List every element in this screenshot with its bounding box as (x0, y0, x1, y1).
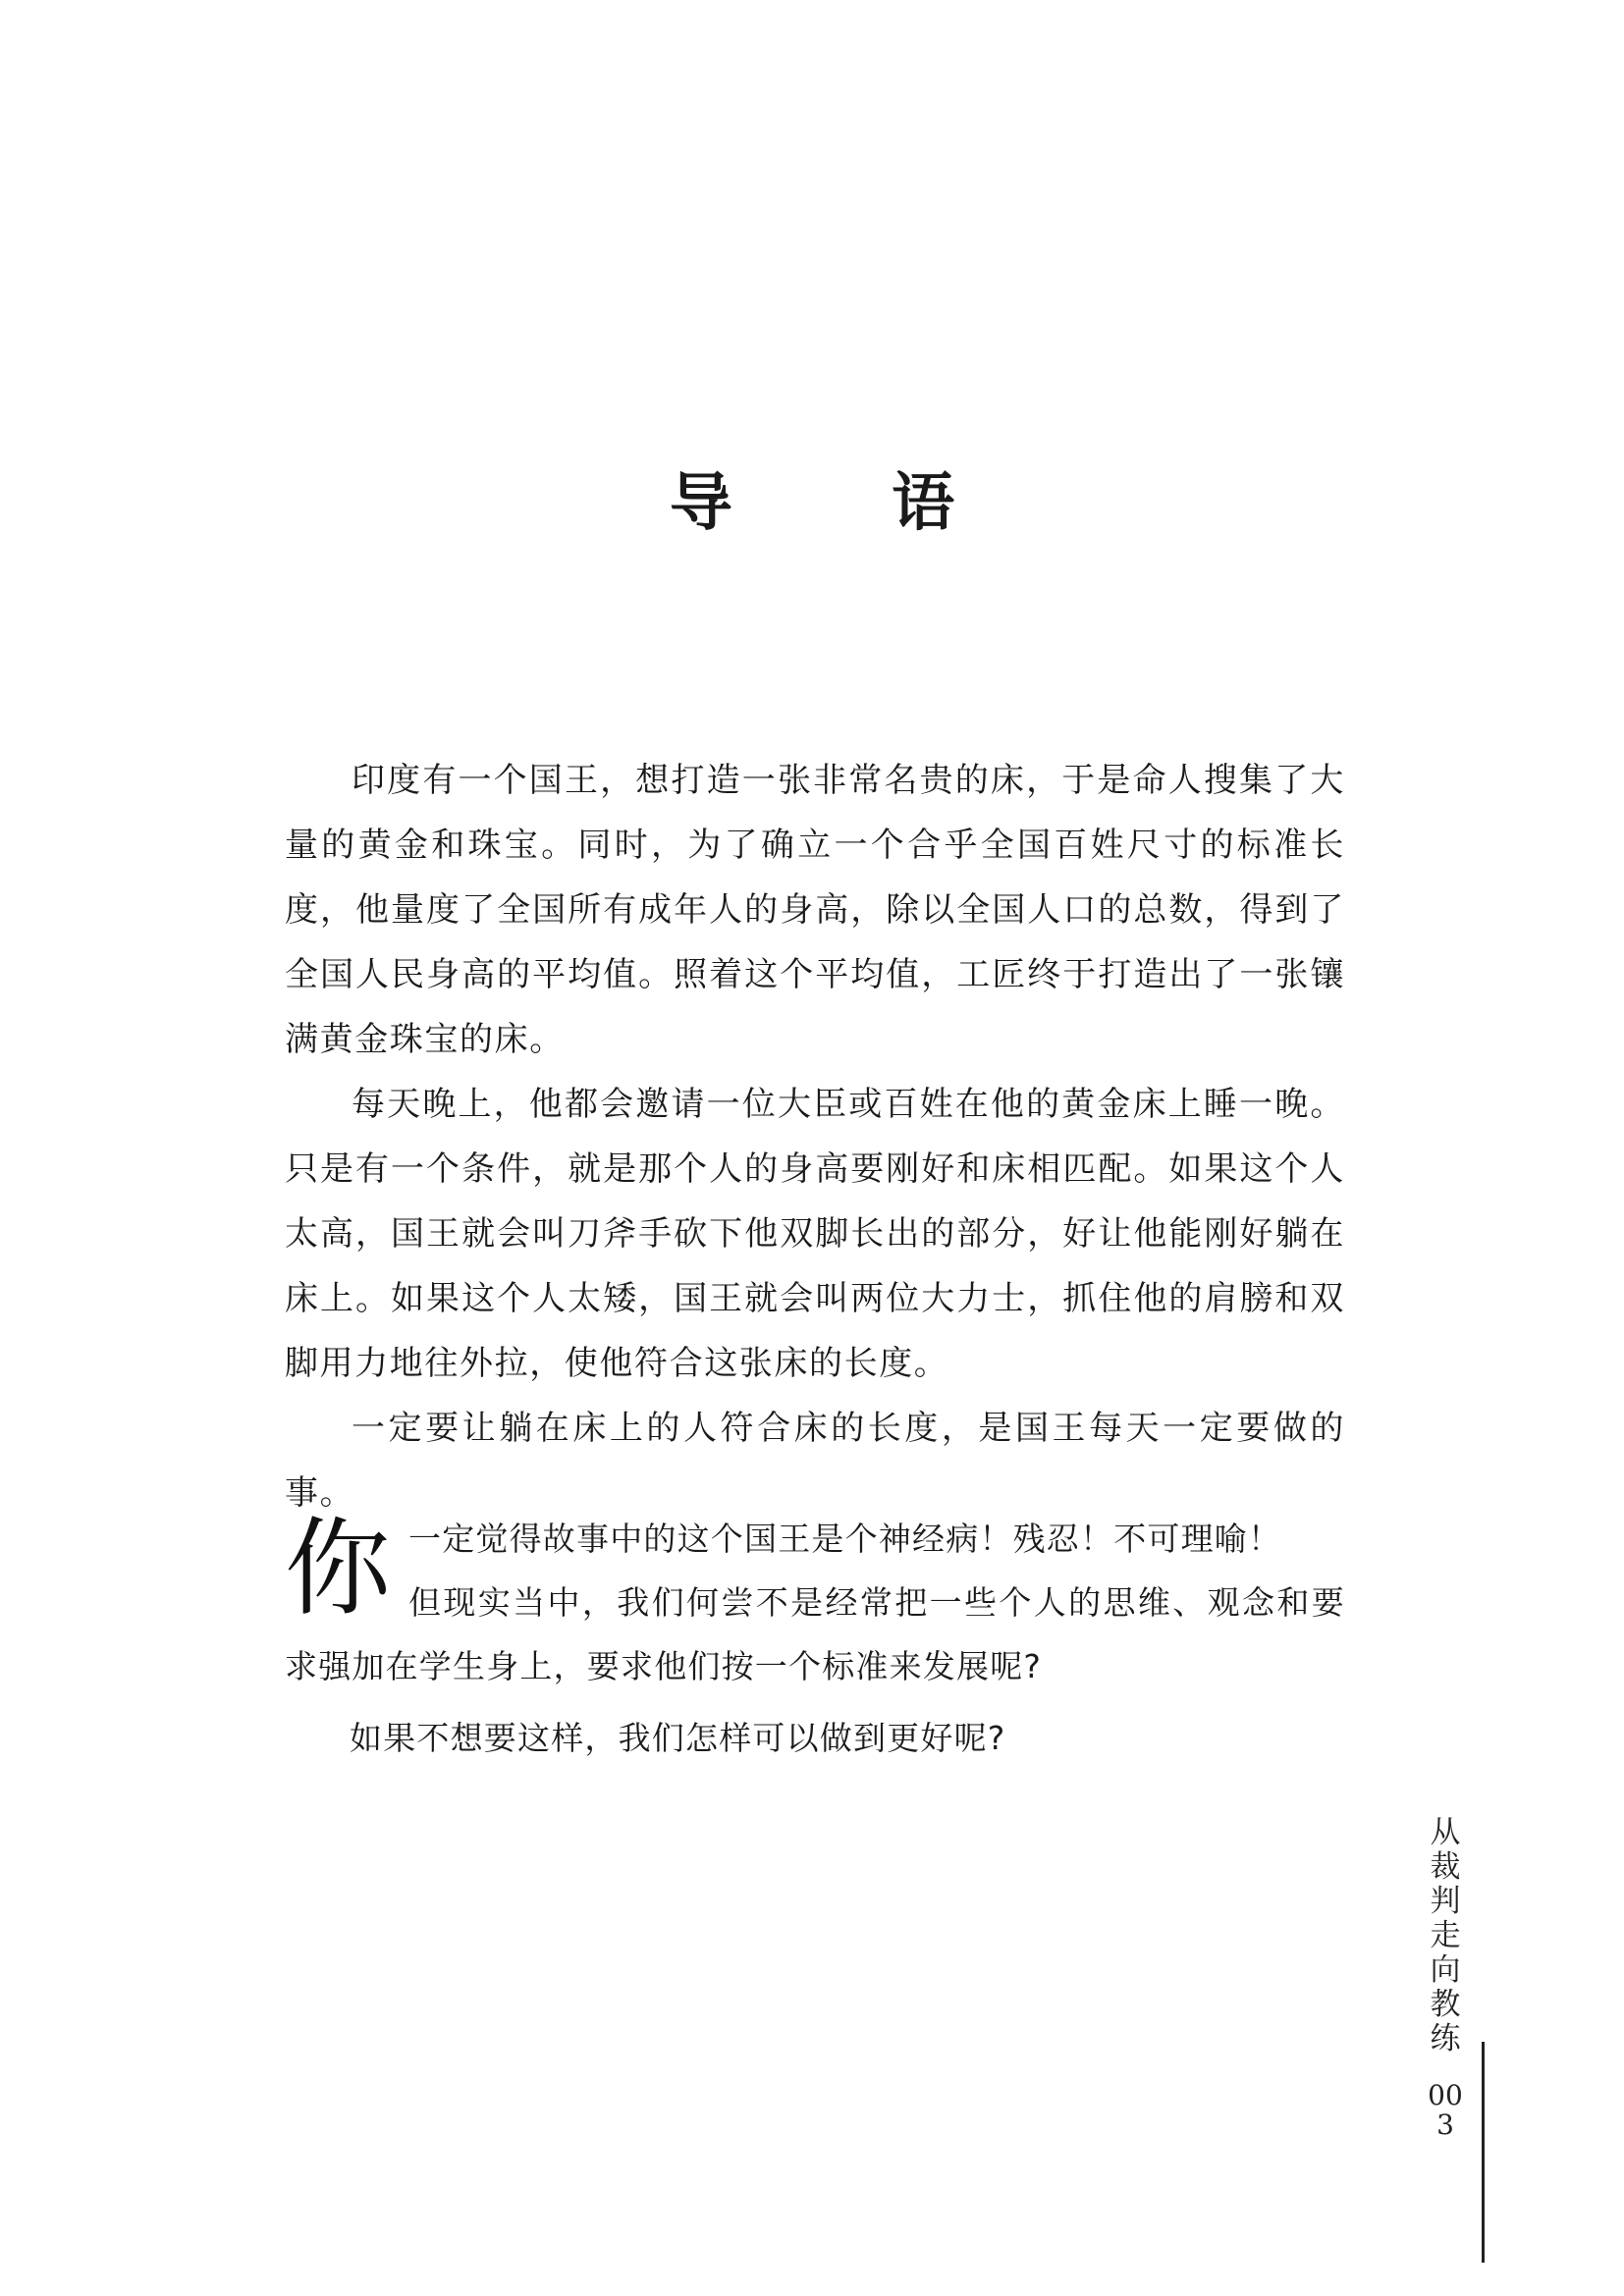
reflection-closing-question: 如果不想要这样，我们怎样可以做到更好呢? (350, 1719, 1006, 1757)
reflection-lead-line: 一定觉得故事中的这个国王是个神经病！残忍！不可理喻！ (408, 1520, 1282, 1558)
running-book-title: 从裁判走向教练 (1430, 1815, 1461, 2056)
folio-rule (1482, 2042, 1485, 2263)
story-paragraph-3: 一定要让躺在床上的人符合床的长度，是国王每天一定要做的事。 (285, 1409, 1345, 1513)
reflection-lead-paragraph (285, 1507, 1345, 1698)
reflection-lead-rest: 但现实当中，我们何尝不是经常把一些个人的思维、观念和要求强加在学生身上，要求他们按一个标准来发展呢? (285, 1583, 1345, 1685)
drop-cap: 你 (285, 1508, 393, 1630)
page-title: 导 语 (669, 466, 1024, 540)
page-number: 003 (1428, 2079, 1463, 2141)
story-section (285, 748, 1345, 1525)
story-paragraph-1: 印度有一个国王，想打造一张非常名贵的床，于是命人搜集了大量的黄金和珠宝。同时，为了确立一个合乎全国百姓尺寸的标准长度，他量度了全国所有成年人的身高，除以全国人口的总数，得到了全国人民身高的平均值。照着这个平均值，工匠终于打造出了一张镶满黄金珠宝的床。 (285, 761, 1345, 1059)
reflection-section (285, 1507, 1345, 1770)
story-paragraph-2: 每天晚上，他都会邀请一位大臣或百姓在他的黄金床上睡一晚。只是有一个条件，就是那个人的身高要刚好和床相匹配。如果这个人太高，国王就会叫刀斧手砍下他双脚长出的部分，好让他能刚好躺在床上。如果这个人太矮，国王就会叫两位大力士，抓住他的肩膀和双脚用力地往外拉，使他符合这张床的长度。 (285, 1085, 1345, 1383)
